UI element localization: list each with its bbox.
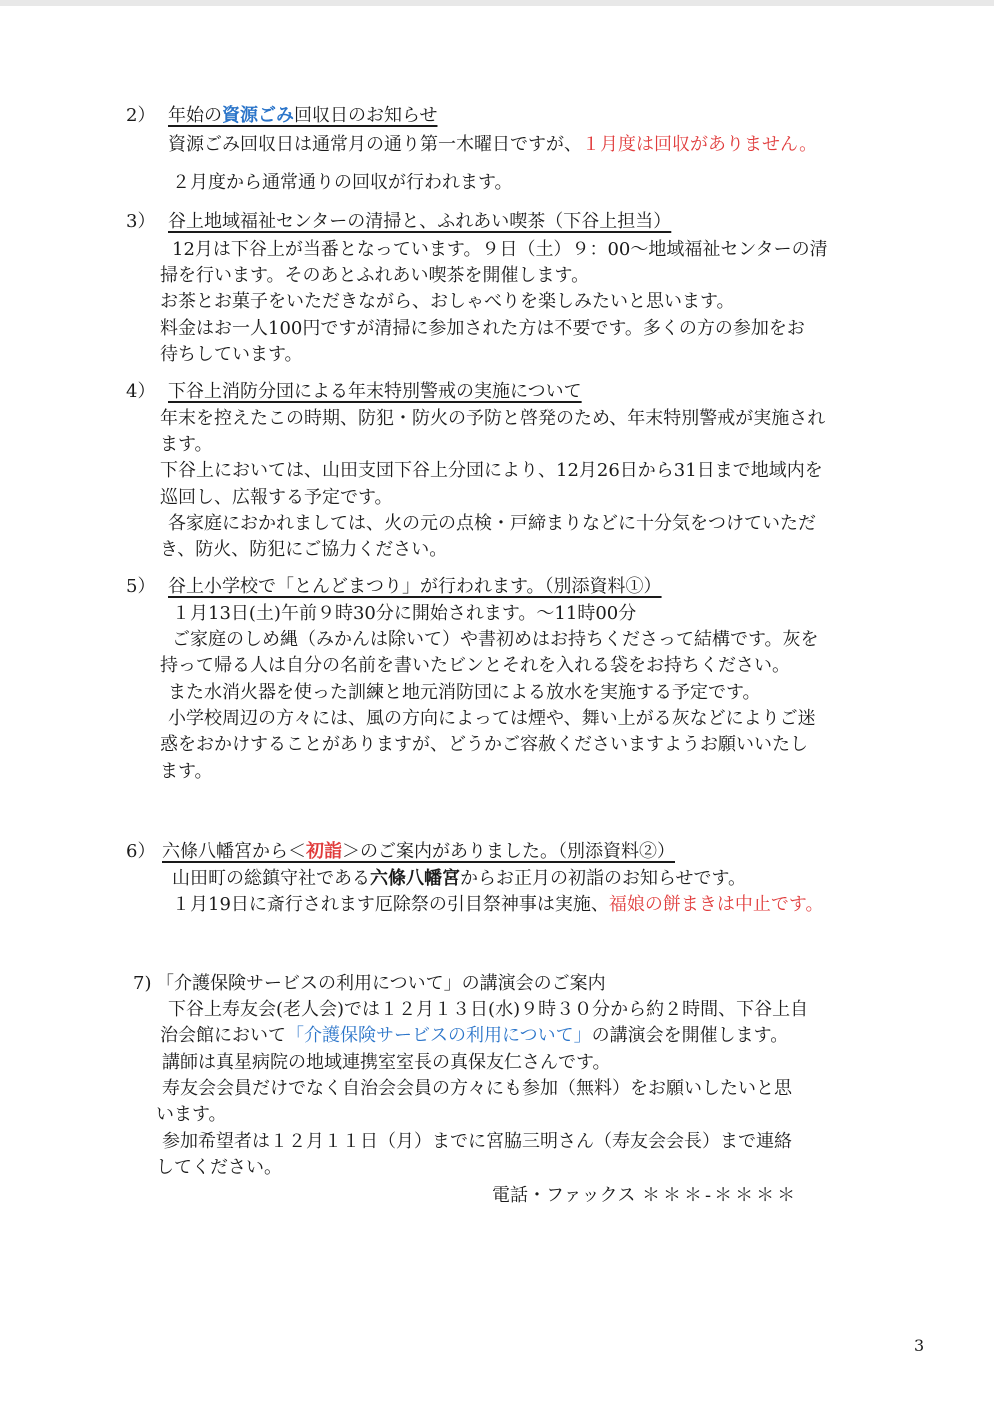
- section-7-line-7: してください。: [156, 1157, 282, 1178]
- section-2-alert: １月度は回収がありません。: [582, 134, 818, 155]
- section-6-number: 6）: [126, 841, 156, 862]
- contact-number: ＊＊＊-＊＊＊＊: [642, 1185, 799, 1206]
- scan-edge: [0, 0, 994, 6]
- section-4-line-2: ます。: [160, 434, 213, 455]
- section-5-line-5: 小学校周辺の方々には、風の方向によっては煙や、舞い上がる灰などによりご迷: [168, 708, 816, 729]
- section-4-line-5: 各家庭におかれましては、火の元の点検・戸締まりなどに十分気をつけていただ: [168, 513, 816, 534]
- section-5-line-7: ます。: [160, 761, 213, 782]
- section-5-line-1: １月13日(土)午前９時30分に開始されます。～11時00分: [172, 603, 637, 624]
- section-2-line-2: ２月度から通常通りの回収が行われます。: [172, 172, 513, 193]
- section-2-number: 2）: [126, 105, 156, 126]
- section-5-number: 5）: [126, 576, 156, 597]
- section-4-line-6: き、防火、防犯にご協力ください。: [160, 539, 448, 560]
- section-6-line-2: １月19日に斎行されます厄除祭の引目祭神事は実施、福娘の餅まきは中止です。: [172, 894, 824, 915]
- section-4-title: 下谷上消防分団による年末特別警戒の実施について: [168, 381, 582, 402]
- section-6-alert: 福娘の餅まきは中止です。: [608, 894, 824, 915]
- section-2-title: 年始の資源ごみ回収日のお知らせ: [168, 105, 438, 126]
- section-5-line-4: また水消火器を使った訓練と地元消防団による放水を実施する予定です。: [168, 682, 761, 703]
- section-2-title-highlight: 資源ごみ: [222, 105, 294, 126]
- section-7-line-3: 講師は真星病院の地域連携室室長の真保友仁さんです。: [162, 1052, 611, 1073]
- section-7-number: 7): [133, 973, 152, 994]
- section-4-line-1: 年末を控えたこの時期、防犯・防火の予防と啓発のため、年末特別警戒が実施され: [160, 408, 826, 429]
- section-7-line-1: 下谷上寿友会(老人会)では１２月１３日(水)９時３０分から約２時間、下谷上自: [168, 999, 809, 1020]
- section-5-line-3: 持って帰る人は自分の名前を書いたビンとそれを入れる袋をお持ちください。: [160, 655, 790, 676]
- section-7-line-4: 寿友会会員だけでなく自治会会員の方々にも参加（無料）をお願いしたいと思: [162, 1078, 792, 1099]
- section-7-title: 「介護保険サービスの利用について」の講演会のご案内: [156, 973, 606, 994]
- section-5-title: 谷上小学校で「とんどまつり」が行われます。（別添資料①）: [168, 576, 662, 597]
- section-7-line-5: います。: [156, 1104, 227, 1125]
- section-4-line-3: 下谷上においては、山田支団下谷上分団により、12月26日から31日まで地域内を: [160, 460, 823, 481]
- section-5-line-6: 惑をおかけすることがありますが、どうかご容赦くださいますようお願いいたし: [160, 734, 808, 755]
- section-7-lecture-title: 「介護保険サービスの利用について」: [286, 1025, 592, 1046]
- section-6-title: 六條八幡宮から＜初詣＞のご案内がありました。（別添資料②）: [162, 841, 675, 862]
- section-3-line-3: お茶とお菓子をいただきながら、おしゃべりを楽しみたいと思います。: [160, 291, 735, 312]
- section-7-line-6: 参加希望者は１２月１１日（月）までに宮脇三明さん（寿友会会長）まで連絡: [162, 1131, 792, 1152]
- contact-label: 電話・ファックス: [492, 1185, 636, 1206]
- section-3-line-5: 待ちしています。: [160, 344, 303, 365]
- section-4-line-4: 巡回し、広報する予定です。: [160, 487, 393, 508]
- section-5-line-2: ご家庭のしめ縄（みかんは除いて）や書初めはお持ちくださって結構です。灰を: [172, 629, 819, 650]
- section-7-line-2: 治会館において「介護保険サービスの利用について」の講演会を開催します。: [160, 1025, 789, 1046]
- section-2-line-1: 資源ごみ回収日は通常月の通り第一木曜日ですが、１月度は回収がありません。: [168, 134, 818, 155]
- section-3-line-1: 12月は下谷上が当番となっています。９日（土）９：00～地域福祉センターの清: [172, 239, 828, 260]
- section-6-line-1: 山田町の総鎮守社である六條八幡宮からお正月の初詣のお知らせです。: [172, 868, 747, 889]
- section-3-title: 谷上地域福祉センターの清掃と、ふれあい喫茶（下谷上担当）: [168, 211, 672, 232]
- page-number: 3: [914, 1336, 925, 1355]
- section-3-line-4: 料金はお一人100円ですが清掃に参加された方は不要です。多くの方の参加をお: [160, 318, 805, 339]
- section-3-line-2: 掃を行います。そのあとふれあい喫茶を開催します。: [160, 265, 590, 286]
- section-4-number: 4）: [126, 381, 156, 402]
- section-6-title-highlight: 初詣: [306, 841, 342, 862]
- section-6-shrine-name: 六條八幡宮: [370, 868, 460, 889]
- section-3-number: 3）: [126, 211, 156, 232]
